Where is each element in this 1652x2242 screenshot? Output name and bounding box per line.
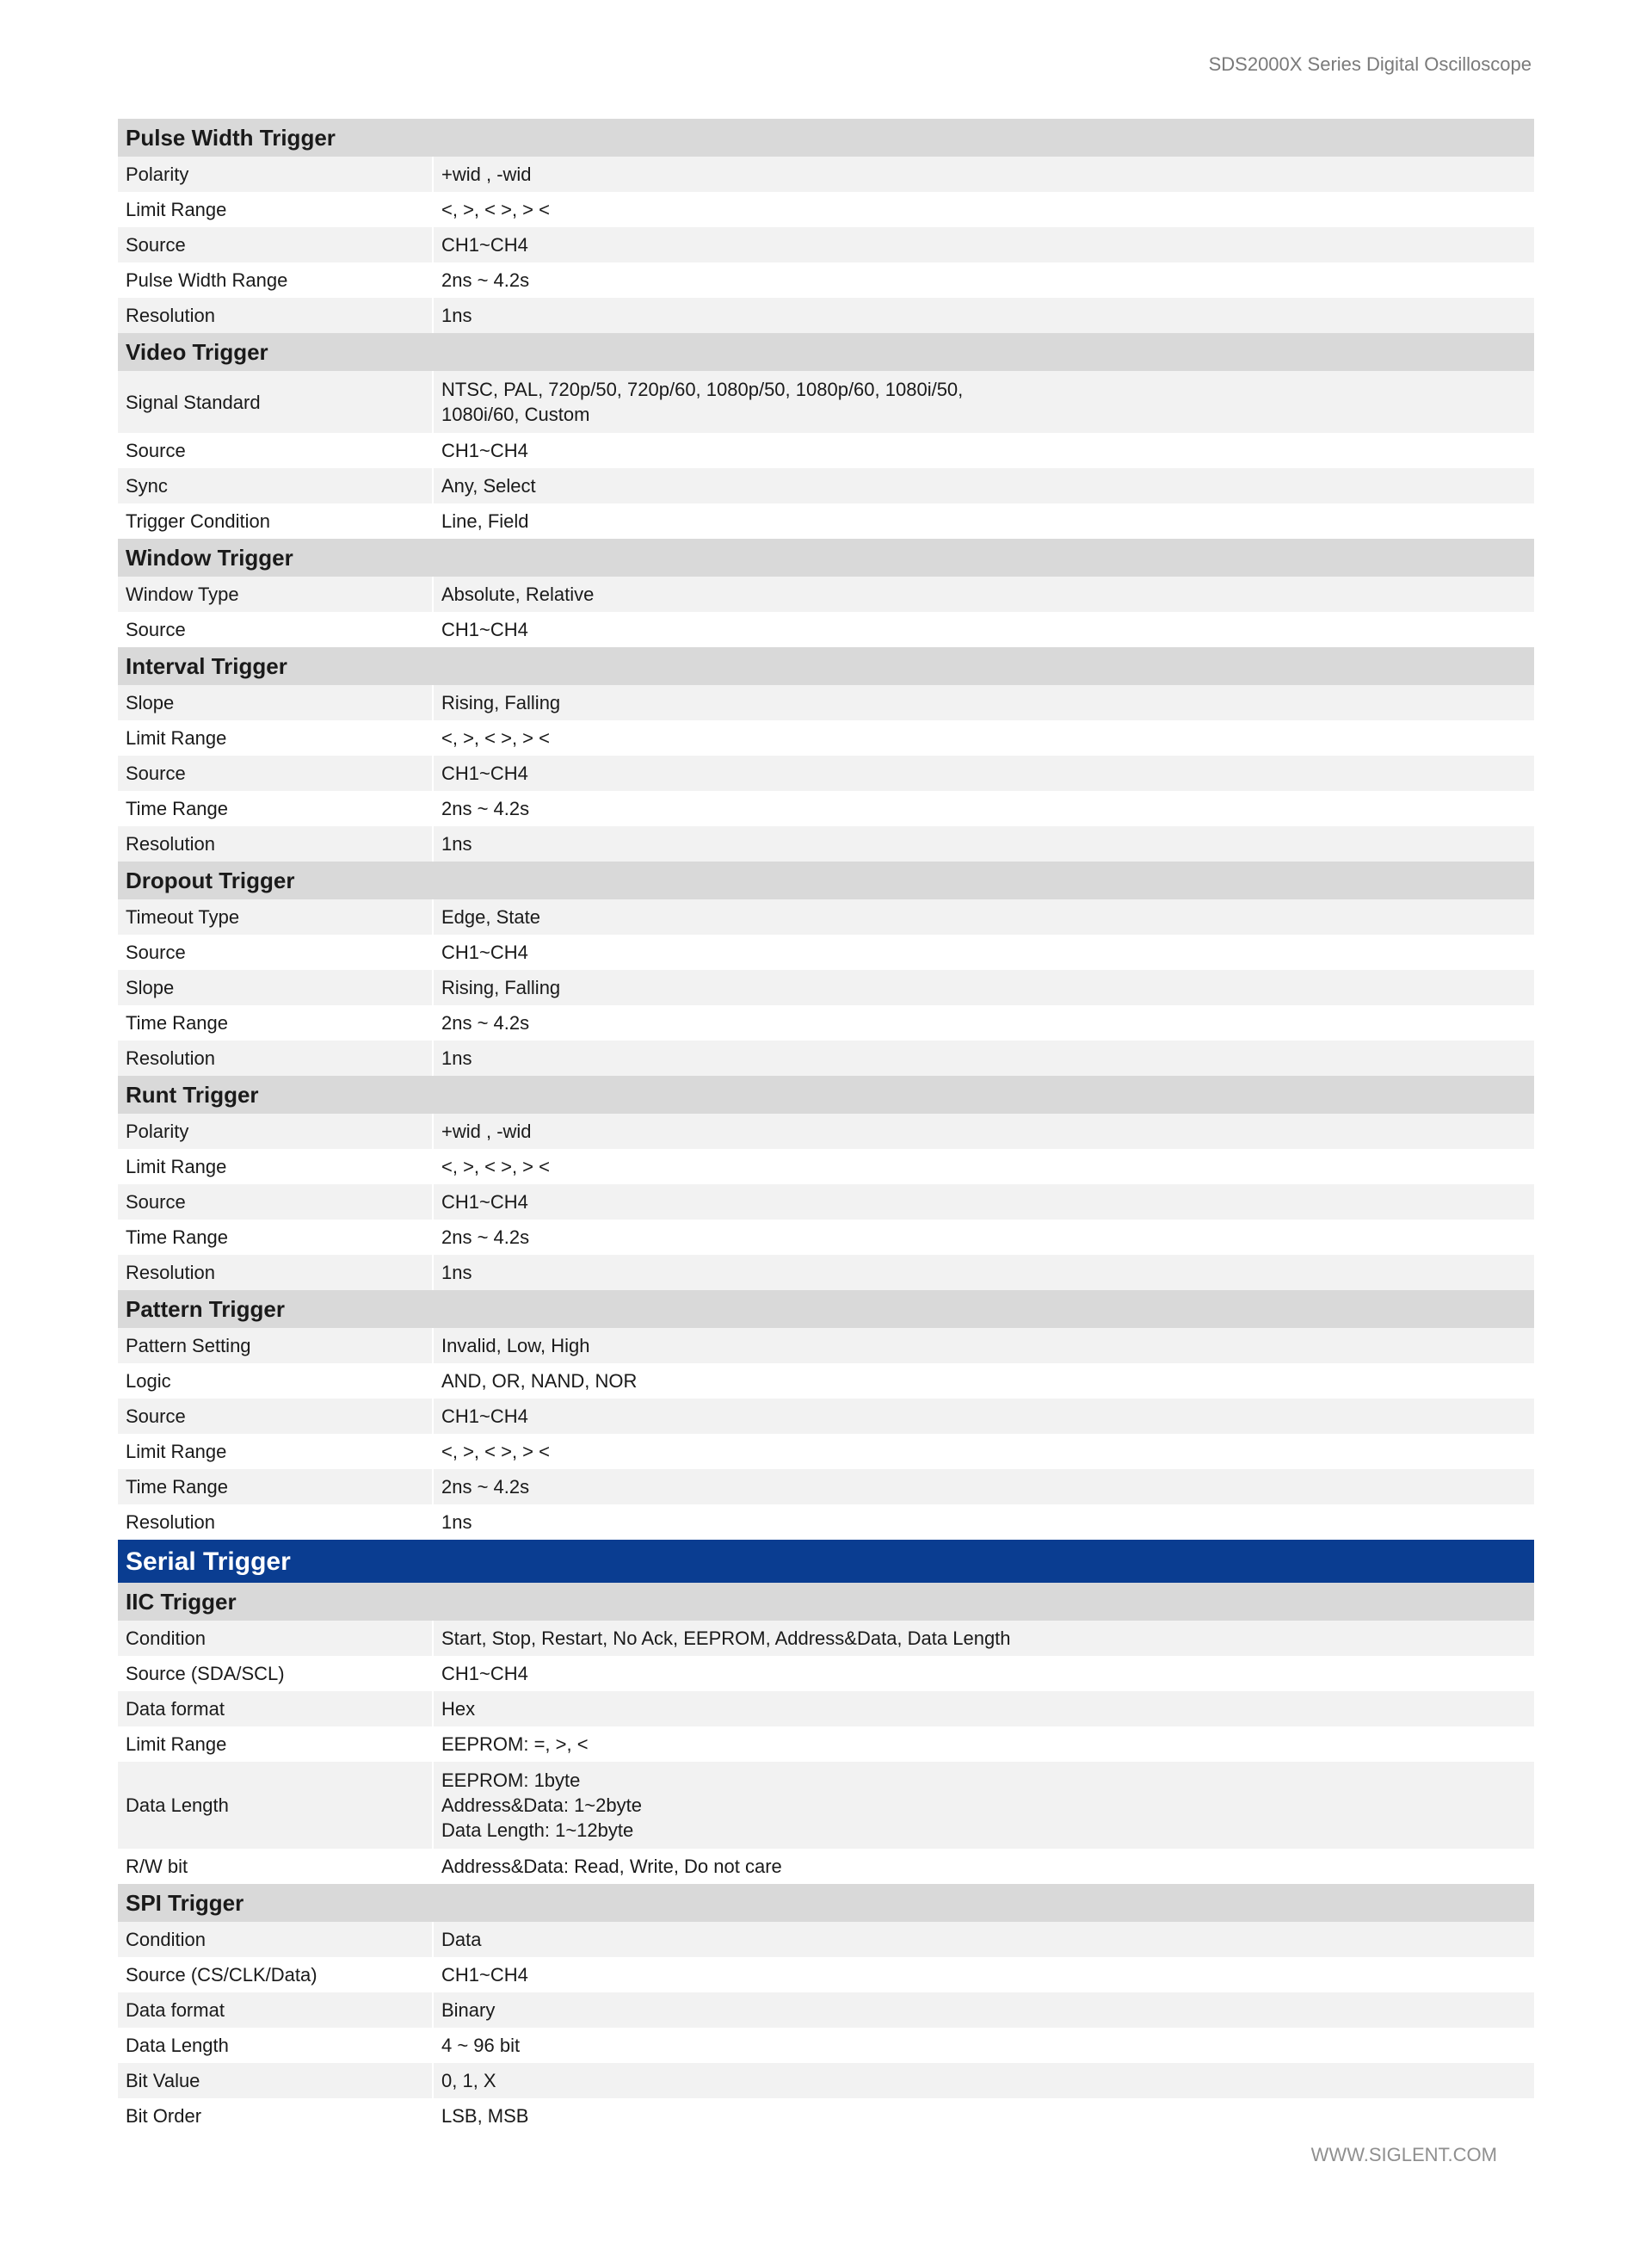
row-value [433,1957,1534,1992]
row-value [433,2098,1534,2134]
row-value-line: LSB, MSB [441,2105,529,2127]
row-label: Resolution [118,1504,433,1540]
page-header-title: SDS2000X Series Digital Oscilloscope [1208,53,1532,75]
table-row [118,433,1534,468]
row-label: Source [118,756,433,791]
table-row [118,1255,1534,1290]
section-title: Dropout Trigger [118,862,1534,899]
row-value [433,433,1534,468]
row-label: Resolution [118,298,433,333]
section-title: Pulse Width Trigger [118,119,1534,157]
section-header [118,1290,1534,1328]
section-title: SPI Trigger [118,1884,1534,1922]
row-value-line: CH1~CH4 [441,763,528,784]
row-label: Source [118,612,433,647]
table-row [118,1363,1534,1399]
row-value-line: 0, 1, X [441,2070,496,2091]
row-value [433,1691,1534,1726]
table-row [118,577,1534,612]
row-label: Slope [118,685,433,720]
row-value [433,157,1534,192]
major-section-header [118,1540,1534,1583]
table-row [118,1399,1534,1434]
row-label: Logic [118,1363,433,1399]
row-label: Sync [118,468,433,503]
row-value [433,1469,1534,1504]
row-value-line: <, >, < >, > < [441,1441,550,1462]
row-value [433,1762,1534,1849]
table-row [118,1184,1534,1220]
section-title: Window Trigger [118,539,1534,577]
row-label: Limit Range [118,1149,433,1184]
row-value [433,1149,1534,1184]
table-row [118,1656,1534,1691]
row-value-line: NTSC, PAL, 720p/50, 720p/60, 1080p/50, 1080p/60, 1080i/50, [441,379,964,400]
table-row [118,157,1534,192]
row-value [433,1255,1534,1290]
row-value-line: 4 ~ 96 bit [441,2035,521,2056]
row-label: Limit Range [118,1434,433,1469]
row-value [433,1399,1534,1434]
row-value-line: 2ns ~ 4.2s [441,1012,530,1034]
row-label: Trigger Condition [118,503,433,539]
row-value-line: Absolute, Relative [441,584,595,605]
section-title: Interval Trigger [118,647,1534,685]
section-title: Video Trigger [118,333,1534,371]
spec-table-body [118,119,1534,2134]
table-row [118,1149,1534,1184]
table-row [118,2098,1534,2134]
row-value [433,899,1534,935]
row-value [433,612,1534,647]
table-row [118,935,1534,970]
row-label: Source [118,935,433,970]
row-value [433,298,1534,333]
table-row [118,192,1534,227]
table-row [118,1762,1534,1849]
table-row [118,899,1534,935]
row-value-line: Any, Select [441,475,536,497]
row-value [433,970,1534,1005]
table-row [118,2063,1534,2098]
table-row [118,1691,1534,1726]
section-header [118,647,1534,685]
table-row [118,1922,1534,1957]
row-value-line: Data Length: 1~12byte [441,1819,634,1841]
section-header [118,119,1534,157]
row-value [433,720,1534,756]
row-value-line: Edge, State [441,906,540,928]
table-row [118,2028,1534,2063]
table-row [118,1849,1534,1884]
row-value-line: Binary [441,1999,496,2021]
row-label: Slope [118,970,433,1005]
row-value [433,2063,1534,2098]
row-value [433,1114,1534,1149]
row-value [433,1005,1534,1041]
row-label: Source [118,227,433,262]
row-value [433,503,1534,539]
row-value [433,935,1534,970]
row-value-line: CH1~CH4 [441,1964,528,1986]
row-value-line: CH1~CH4 [441,1663,528,1684]
row-label: Timeout Type [118,899,433,935]
row-value [433,1992,1534,2028]
row-value-line: Address&Data: Read, Write, Do not care [441,1856,782,1877]
row-label: Limit Range [118,1726,433,1762]
section-header [118,539,1534,577]
row-value [433,468,1534,503]
row-label: Pattern Setting [118,1328,433,1363]
row-value-line: Rising, Falling [441,977,561,998]
table-row [118,826,1534,862]
row-value-line: CH1~CH4 [441,234,528,256]
row-value [433,192,1534,227]
row-value-line: Invalid, Low, High [441,1335,590,1356]
row-value-line: CH1~CH4 [441,942,528,963]
table-row [118,1005,1534,1041]
row-label: Source (CS/CLK/Data) [118,1957,433,1992]
table-row [118,371,1534,433]
row-value-line: Hex [441,1698,476,1720]
section-title: Serial Trigger [118,1540,1534,1583]
row-value-line: Rising, Falling [441,692,561,713]
row-value-line: 1ns [441,1511,472,1533]
row-label: Time Range [118,1005,433,1041]
table-row [118,227,1534,262]
row-value [433,1184,1534,1220]
table-row [118,503,1534,539]
row-value [433,1849,1534,1884]
row-label: Condition [118,1621,433,1656]
row-label: Bit Value [118,2063,433,2098]
table-row [118,1504,1534,1540]
row-value [433,2028,1534,2063]
row-label: Resolution [118,1255,433,1290]
section-header [118,862,1534,899]
row-label: Source (SDA/SCL) [118,1656,433,1691]
row-label: Source [118,433,433,468]
row-value [433,371,1534,433]
table-row [118,756,1534,791]
row-value [433,826,1534,862]
table-row [118,468,1534,503]
row-value [433,1363,1534,1399]
row-value-line: CH1~CH4 [441,1405,528,1427]
table-row [118,1041,1534,1076]
row-value-line: EEPROM: 1byte [441,1770,581,1791]
table-row [118,1114,1534,1149]
row-value [433,1656,1534,1691]
row-value [433,1621,1534,1656]
row-value [433,1922,1534,1957]
row-label: Bit Order [118,2098,433,2134]
table-row [118,1957,1534,1992]
row-label: Source [118,1399,433,1434]
row-label: Time Range [118,791,433,826]
row-label: Resolution [118,1041,433,1076]
row-value [433,227,1534,262]
row-value [433,1328,1534,1363]
row-label: Data format [118,1691,433,1726]
row-value-line: 2ns ~ 4.2s [441,798,530,819]
row-value-line: 2ns ~ 4.2s [441,269,530,291]
row-value-line: CH1~CH4 [441,440,528,461]
table-row [118,1220,1534,1255]
row-label: Polarity [118,157,433,192]
table-row [118,1328,1534,1363]
row-value-line: Address&Data: 1~2byte [441,1794,642,1816]
row-value [433,1504,1534,1540]
row-value-line: EEPROM: =, >, < [441,1733,589,1755]
row-value-line: 2ns ~ 4.2s [441,1476,530,1498]
row-label: Time Range [118,1220,433,1255]
table-row [118,791,1534,826]
row-value-line: <, >, < >, > < [441,1156,550,1177]
row-value-line: +wid , -wid [441,164,532,185]
row-value-line: <, >, < >, > < [441,727,550,749]
row-value-line: 1080i/60, Custom [441,404,590,425]
row-value [433,1041,1534,1076]
table-row [118,1469,1534,1504]
row-label: R/W bit [118,1849,433,1884]
row-label: Data Length [118,1762,433,1849]
table-row [118,970,1534,1005]
row-value-line: AND, OR, NAND, NOR [441,1370,638,1392]
table-row [118,298,1534,333]
row-value [433,756,1534,791]
section-header [118,1076,1534,1114]
row-label: Window Type [118,577,433,612]
row-label: Signal Standard [118,371,433,433]
row-value-line: Start, Stop, Restart, No Ack, EEPROM, Address&Data, Data Length [441,1627,1011,1649]
row-label: Polarity [118,1114,433,1149]
row-label: Limit Range [118,720,433,756]
row-value-line: 1ns [441,305,472,326]
row-value-line: +wid , -wid [441,1121,532,1142]
row-label: Condition [118,1922,433,1957]
row-value [433,685,1534,720]
row-value-line: 1ns [441,1047,472,1069]
table-row [118,685,1534,720]
row-value [433,1220,1534,1255]
row-value-line: 1ns [441,833,472,855]
section-header [118,333,1534,371]
footer-url: WWW.SIGLENT.COM [1310,2144,1497,2165]
row-value [433,262,1534,298]
row-value-line: 1ns [441,1262,472,1283]
spec-table [118,119,1534,2134]
table-row [118,1726,1534,1762]
row-value [433,1726,1534,1762]
row-value-line: 2ns ~ 4.2s [441,1226,530,1248]
row-label: Pulse Width Range [118,262,433,298]
table-row [118,1621,1534,1656]
row-value-line: CH1~CH4 [441,1191,528,1213]
section-header [118,1884,1534,1922]
row-value-line: CH1~CH4 [441,619,528,640]
row-value-line: <, >, < >, > < [441,199,550,220]
table-row [118,1434,1534,1469]
table-row [118,720,1534,756]
row-value [433,577,1534,612]
row-label: Limit Range [118,192,433,227]
row-label: Data Length [118,2028,433,2063]
table-row [118,612,1534,647]
row-value [433,1434,1534,1469]
row-label: Source [118,1184,433,1220]
row-value-line: Line, Field [441,510,529,532]
table-row [118,262,1534,298]
row-label: Resolution [118,826,433,862]
row-label: Data format [118,1992,433,2028]
row-label: Time Range [118,1469,433,1504]
section-title: Runt Trigger [118,1076,1534,1114]
row-value-line: Data [441,1929,482,1950]
section-title: IIC Trigger [118,1583,1534,1621]
table-row [118,1992,1534,2028]
row-value [433,791,1534,826]
section-header [118,1583,1534,1621]
section-title: Pattern Trigger [118,1290,1534,1328]
